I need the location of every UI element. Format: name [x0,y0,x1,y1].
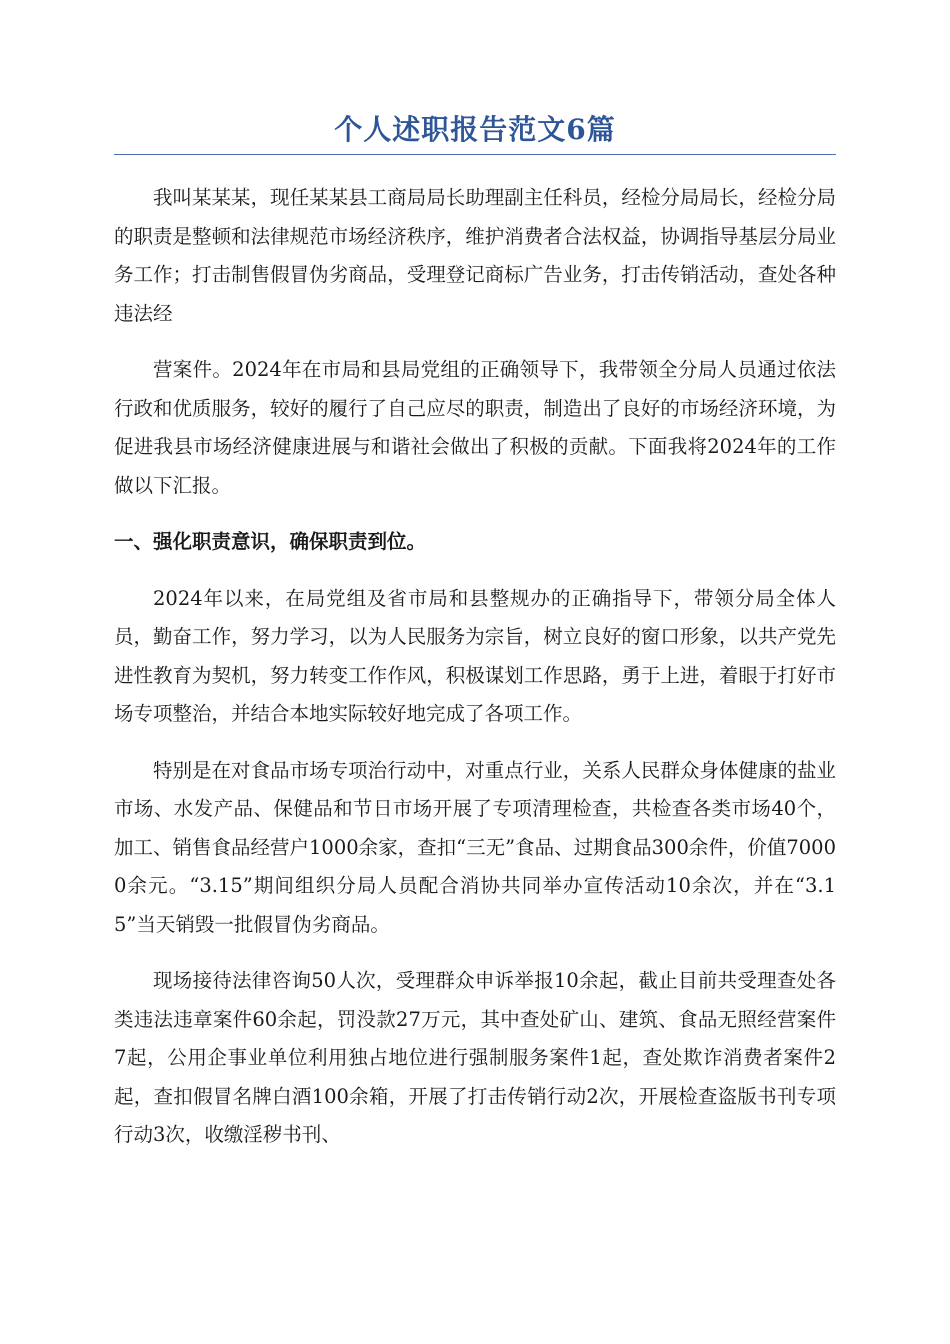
document-title: 个人述职报告范文6篇 [114,110,836,155]
document-page [114,110,836,1155]
section1-paragraph-2: 特别是在对食品市场专项治行动中，对重点行业，关系人民群众身体健康的盐业市场、水发产品、保健品和节日市场开展了专项清理检查，共检查各类市场40个，加工、销售食品经营户1000余家，查扣“三无”食品、过期食品300余件，价值70000余元。“3.15”期间组织分局人员配合消协共同举办宣传活动10余次，并在“3.15”当天销毁一批假冒伪劣商品。 [114,758,836,936]
intro-paragraph-1: 我叫某某某，现任某某县工商局局长助理副主任科员，经检分局局长，经检分局的职责是整顿和法律规范市场经济秩序，维护消费者合法权益，协调指导基层分局业务工作；打击制售假冒伪劣商品，受理登记商标广告业务，打击传销活动，查处各种违法经 [114,186,836,325]
section-heading-1: 一、强化职责意识，确保职责到位。 [114,530,427,553]
intro-paragraph-2: 营案件。2024年在市局和县局党组的正确领导下，我带领全分局人员通过依法行政和优质服务，较好的履行了自己应尽的职责，制造出了良好的市场经济环境，为促进我县市场经济健康进展与和谐社会做出了积极的贡献。下面我将2024年的工作做以下汇报。 [114,358,836,497]
section1-paragraph-1: 2024年以来，在局党组及省市局和县整规办的正确指导下，带领分局全体人员，勤奋工作，努力学习，以为人民服务为宗旨，树立良好的窗口形象，以共产党先进性教育为契机，努力转变工作作风，积极谋划工作思路，勇于上进，着眼于打好市场专项整治，并结合本地实际较好地完成了各项工作。 [114,586,836,725]
section1-paragraph-3: 现场接待法律咨询50人次，受理群众申诉举报10余起，截止目前共受理查处各类违法违章案件60余起，罚没款27万元，其中查处矿山、建筑、食品无照经营案件7起，公用企事业单位利用独占地位进行强制服务案件1起，查处欺诈消费者案件2起，查扣假冒名牌白酒100余箱，开展了打击传销行动2次，开展检查盗版书刊专项行动3次，收缴淫秽书刊、 [114,969,836,1146]
